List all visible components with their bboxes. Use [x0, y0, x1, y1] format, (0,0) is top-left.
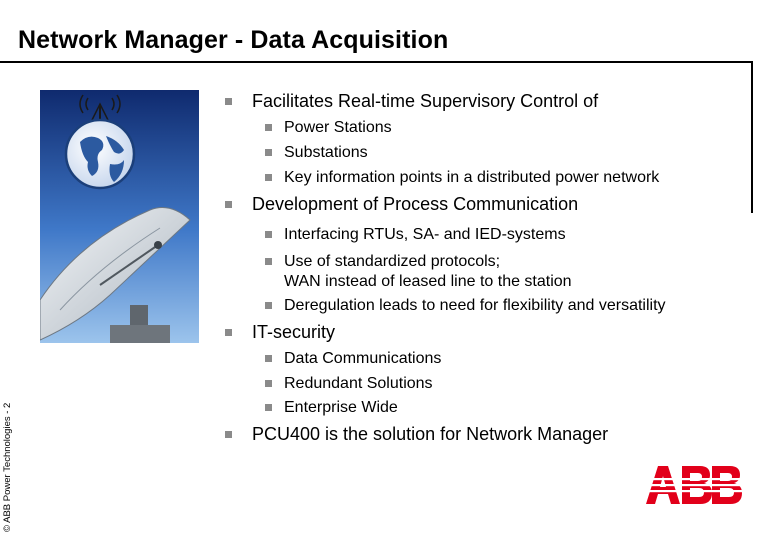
sub-bullet-2-2-cont: WAN instead of leased line to the station	[284, 273, 572, 290]
sub-bullet-1-1: Power Stations	[284, 119, 392, 136]
sub-bullet-1-2: Substations	[284, 144, 368, 161]
sub-bullet-2-2: Use of standardized protocols;	[284, 253, 501, 270]
sub-bullet-2-1: Interfacing RTUs, SA- and IED-systems	[284, 226, 566, 243]
sub-bullet-marker	[265, 404, 272, 411]
sub-bullet-marker	[265, 258, 272, 265]
copyright-notice: © ABB Power Technologies - 2	[2, 402, 13, 532]
bullet-1-text: Facilitates Real-time Supervisory Control of	[252, 91, 599, 111]
title-divider	[0, 61, 752, 63]
sub-bullet-3-2: Redundant Solutions	[284, 375, 433, 392]
satellite-dish-photo	[40, 90, 199, 343]
sub-bullet-marker	[265, 380, 272, 387]
bullet-3-text: IT-security	[252, 322, 336, 342]
sub-bullet-marker	[265, 124, 272, 131]
satellite-dish-globe-icon	[40, 90, 199, 343]
sub-bullet-marker	[265, 302, 272, 309]
bullet-2-text: Development of Process Communication	[252, 194, 579, 214]
sub-bullet-marker	[265, 149, 272, 156]
bullet-marker	[225, 98, 232, 105]
sub-bullet-1-3: Key information points in a distributed power network	[284, 169, 660, 186]
bullet-marker	[225, 431, 232, 438]
sub-bullet-2-3: Deregulation leads to need for flexibility and versatility	[284, 297, 666, 314]
sub-bullet-marker	[265, 174, 272, 181]
bullet-marker	[225, 201, 232, 208]
sub-bullet-3-1: Data Communications	[284, 350, 442, 367]
abb-logo	[646, 466, 742, 509]
bullet-marker	[225, 329, 232, 336]
bullet-4-text: PCU400 is the solution for Network Manager	[252, 424, 609, 444]
right-divider	[751, 61, 753, 213]
sub-bullet-marker	[265, 355, 272, 362]
slide-title: Network Manager - Data Acquisition	[18, 26, 449, 54]
sub-bullet-3-3: Enterprise Wide	[284, 399, 398, 416]
sub-bullet-marker	[265, 231, 272, 238]
